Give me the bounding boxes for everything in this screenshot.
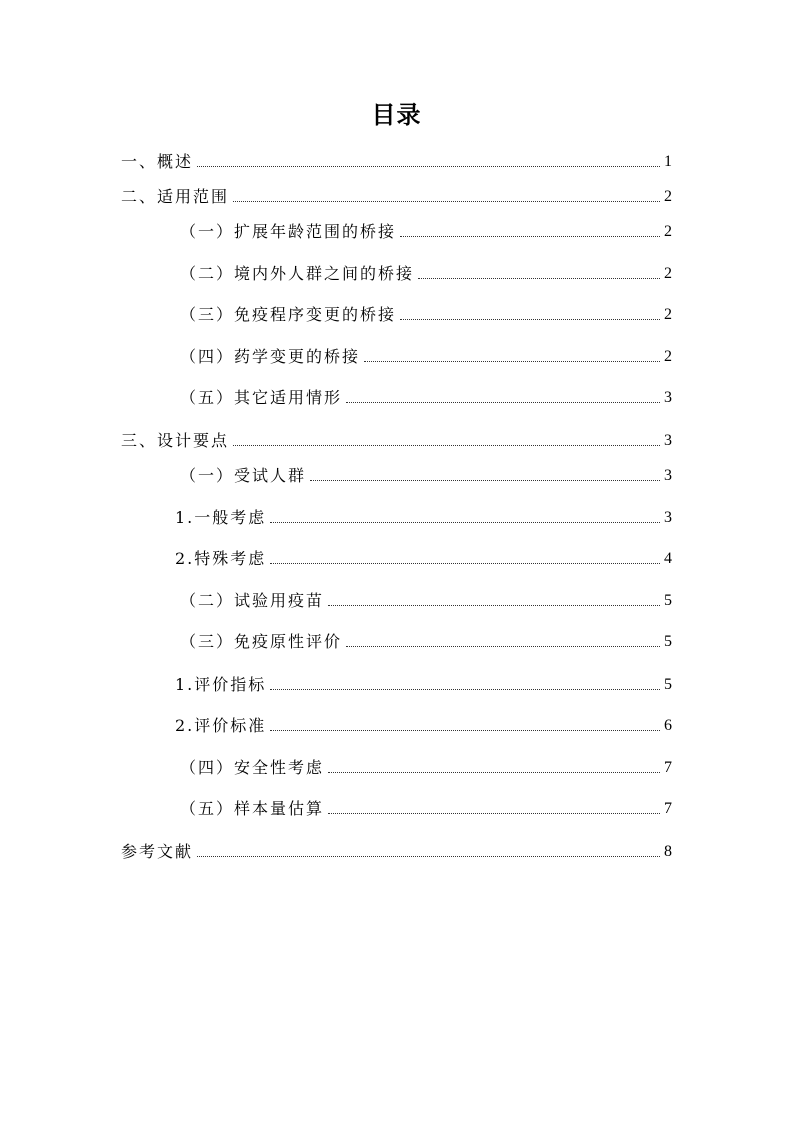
dot-leader bbox=[346, 646, 660, 647]
toc-entry-label: （二）境内外人群之间的桥接 bbox=[180, 264, 415, 283]
toc-entry-label: 三、设计要点 bbox=[121, 431, 230, 450]
dot-leader bbox=[233, 445, 660, 446]
page-title: 目录 bbox=[371, 101, 422, 129]
toc-entry-page: 3 bbox=[664, 509, 672, 526]
toc-entry[interactable] bbox=[121, 149, 672, 173]
toc-entry-label: （四）药学变更的桥接 bbox=[180, 347, 361, 366]
toc-entry[interactable] bbox=[175, 505, 672, 529]
dot-leader bbox=[197, 856, 660, 857]
toc-entry-page: 5 bbox=[664, 592, 672, 609]
dot-leader bbox=[328, 605, 660, 606]
toc-entry[interactable] bbox=[180, 629, 672, 653]
toc-entry[interactable] bbox=[180, 344, 672, 368]
dot-leader bbox=[328, 772, 660, 773]
dot-leader bbox=[270, 689, 660, 690]
toc-entry-page: 2 bbox=[664, 223, 672, 240]
toc-entry-page: 3 bbox=[664, 467, 672, 484]
toc-entry[interactable] bbox=[121, 839, 672, 863]
dot-leader bbox=[364, 361, 660, 362]
toc-entry-label: 参考文献 bbox=[121, 842, 194, 861]
dot-leader bbox=[270, 522, 660, 523]
toc-entry-label: （一）受试人群 bbox=[180, 466, 307, 485]
dot-leader bbox=[400, 319, 660, 320]
toc-entry-page: 6 bbox=[664, 717, 672, 734]
toc-entry-page: 3 bbox=[664, 389, 672, 406]
dot-leader bbox=[270, 730, 660, 731]
dot-leader bbox=[270, 563, 660, 564]
toc-entry-label: （四）安全性考虑 bbox=[180, 758, 325, 777]
toc-entry-label: 二、适用范围 bbox=[121, 187, 230, 206]
toc-entry-page: 2 bbox=[664, 265, 672, 282]
toc-entry-label: （二）试验用疫苗 bbox=[180, 591, 325, 610]
toc-entry-page: 2 bbox=[664, 348, 672, 365]
toc-entry-page: 2 bbox=[664, 306, 672, 323]
toc-entry[interactable] bbox=[175, 672, 672, 696]
dot-leader bbox=[418, 278, 660, 279]
toc-entry-page: 7 bbox=[664, 800, 672, 817]
toc-entry-label: （三）免疫程序变更的桥接 bbox=[180, 305, 397, 324]
toc-entry-label: 1.评价指标 bbox=[175, 675, 267, 694]
toc-entry-label: 一、概述 bbox=[121, 152, 194, 171]
toc-entry-page: 2 bbox=[664, 188, 672, 205]
toc-entry-label: 2.评价标准 bbox=[175, 716, 267, 735]
toc-entry[interactable] bbox=[180, 463, 672, 487]
toc-entry[interactable] bbox=[180, 261, 672, 285]
toc-entry-label: 1.一般考虑 bbox=[175, 508, 267, 527]
toc-entry[interactable] bbox=[175, 713, 672, 737]
toc-entry[interactable] bbox=[121, 428, 672, 452]
toc-entry-page: 5 bbox=[664, 633, 672, 650]
toc-entry[interactable] bbox=[180, 796, 672, 820]
toc-entry-label: 2.特殊考虑 bbox=[175, 549, 267, 568]
dot-leader bbox=[197, 166, 660, 167]
dot-leader bbox=[346, 402, 660, 403]
toc-entry[interactable] bbox=[180, 385, 672, 409]
dot-leader bbox=[310, 480, 660, 481]
toc-entry[interactable] bbox=[121, 184, 672, 208]
dot-leader bbox=[400, 236, 660, 237]
toc-entry[interactable] bbox=[180, 302, 672, 326]
toc-entry-label: （五）其它适用情形 bbox=[180, 388, 343, 407]
toc-entry-page: 3 bbox=[664, 432, 672, 449]
toc-entry-label: （三）免疫原性评价 bbox=[180, 632, 343, 651]
toc-entry[interactable] bbox=[180, 219, 672, 243]
toc-entry-page: 4 bbox=[664, 550, 672, 567]
toc-entry-page: 8 bbox=[664, 843, 672, 860]
dot-leader bbox=[328, 813, 660, 814]
toc-entry-page: 7 bbox=[664, 759, 672, 776]
toc-entry-label: （五）样本量估算 bbox=[180, 799, 325, 818]
toc-entry[interactable] bbox=[180, 755, 672, 779]
toc-entry-page: 5 bbox=[664, 676, 672, 693]
toc-entry[interactable] bbox=[180, 588, 672, 612]
toc-entry[interactable] bbox=[175, 546, 672, 570]
toc-entry-page: 1 bbox=[664, 153, 672, 170]
dot-leader bbox=[233, 201, 660, 202]
toc-entry-label: （一）扩展年龄范围的桥接 bbox=[180, 222, 397, 241]
